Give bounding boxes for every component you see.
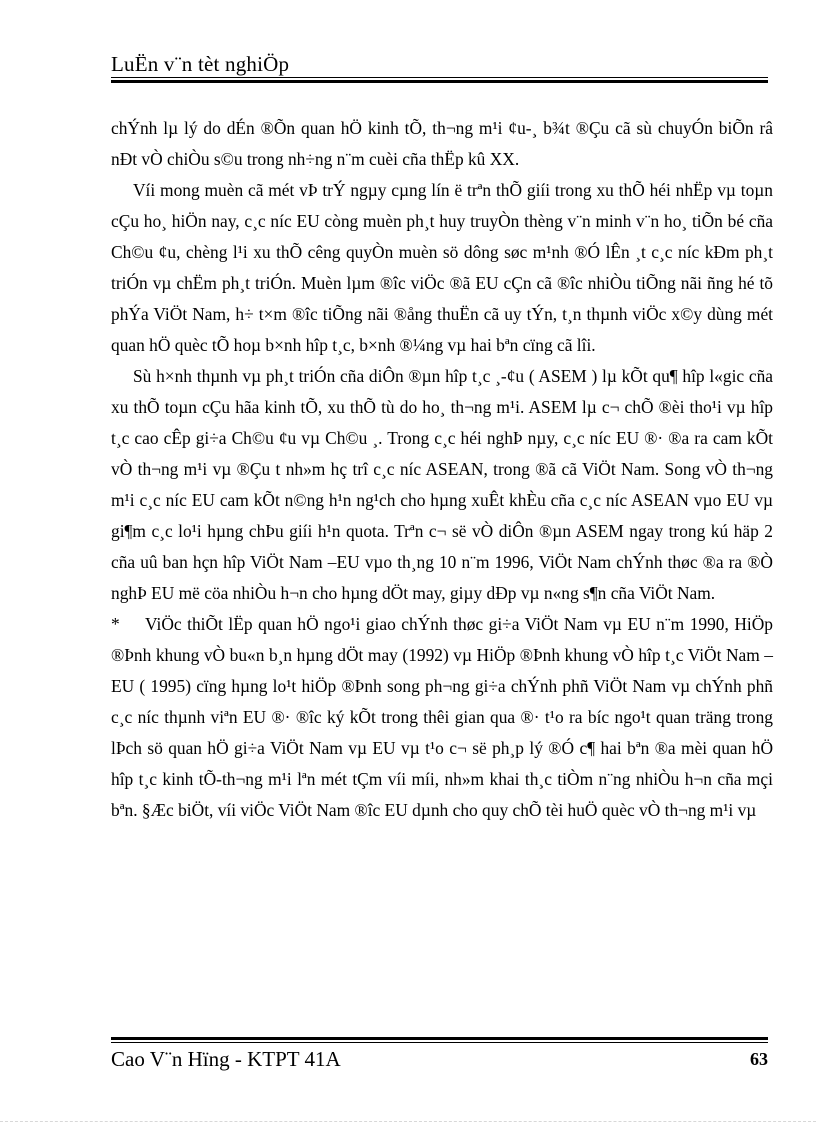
page-edge-divider <box>0 1121 816 1122</box>
paragraph-3: Sù h×nh thµnh vµ ph¸t triÓn cña diÔn ®µn hîp t¸c ¸-¢u ( ASEM ) lµ kÕt qu¶ hîp l«gic cña xu thÕ toµn cÇu hãa kinh tÕ, xu thÕ tù do ho¸ th¬ng m¹i. ASEM lµ c¬ chÕ ®èi tho¹i vµ hîp t¸c cao cÊp gi÷a Ch©u ¢u vµ Ch©u ¸. Trong c¸c héi nghÞ nµy, c¸c níc EU ®· ®a ra cam kÕt vÒ th¬ng m¹i vµ ®Çu t nh»m hç trî c¸c níc ASEAN, trong ®ã cã ViÖt Nam. Song vÒ th¬ng m¹i c¸c níc EU cam kÕt n©ng h¹n ng¹ch cho hµng xuÊt khÈu cña c¸c níc ASEAN vµo EU vµ gi¶m c¸c lo¹i hµng chÞu giíi h¹n quota. Trªn c¬ së vÒ diÔn ®µn ASEM ngay trong kú häp 2 cña uû ban hçn hîp ViÖt Nam –EU vµo th¸ng 10 n¨m 1996, ViÖt Nam chÝnh thøc ®a ra ®Ò nghÞ EU më cöa nhiÒu h¬n cho hµng dÖt may, giµy dÐp vµ n«ng s¶n cña ViÖt Nam. <box>111 366 773 603</box>
header-rule <box>111 77 768 78</box>
bullet-paragraph <box>111 609 773 826</box>
footer-author: Cao V¨n Hïng - KTPT 41A <box>111 1047 341 1071</box>
paragraph-1: chÝnh lµ lý do dÉn ®Õn quan hÖ kinh tÕ, th¬ng m¹i ¢u-¸ b¾t ®Çu cã sù chuyÓn biÕn râ nÐt vÒ chiÒu s©u trong nh÷ng n¨m cuèi cña thËp kû XX. <box>111 118 773 169</box>
bullet-text: ViÖc thiÕt lËp quan hÖ ngo¹i giao chÝnh thøc gi÷a ViÖt Nam vµ EU n¨m 1990, HiÖp ®Þnh khung vÒ bu«n b¸n hµng dÖt may (1992) vµ HiÖp ®Þnh khung vÒ hîp t¸c ViÖt Nam –EU ( 1995) cïng hµng lo¹t hiÖp ®Þnh song ph¬ng gi÷a chÝnh phñ ViÖt Nam vµ chÝnh phñ c¸c níc thµnh viªn EU ®· ®îc ký kÕt trong thêi gian qua ®· t¹o ra bíc ngo¹t quan träng trong lÞch sö quan hÖ gi÷a ViÖt Nam vµ EU vµ t¹o c¬ së ph¸p lý ®Ó c¶ hai bªn ®a mèi quan hÖ hîp t¸c kinh tÕ-th¬ng m¹i lªn mét tÇm víi míi, nh»m khai th¸c tiÒm n¨ng nhiÒu h¬n cña mçi bªn. §Æc biÖt, víi viÖc ViÖt Nam ®îc EU dµnh cho quy chÕ tèi huÖ quèc vÒ th¬ng m¹i vµ <box>111 614 773 820</box>
bullet-marker: * <box>111 614 120 634</box>
document-header-title: LuËn v¨n tèt nghiÖp <box>111 52 290 76</box>
footer-rule-thick <box>111 1037 768 1040</box>
document-body <box>111 113 773 826</box>
page-number: 63 <box>750 1049 768 1069</box>
footer-rule <box>111 1042 768 1043</box>
header-rule-thick <box>111 80 768 83</box>
paragraph-2: Víi mong muèn cã mét vÞ trÝ ngµy cµng lín ë trªn thÕ giíi trong xu thÕ héi nhËp vµ toµn cÇu ho¸ hiÖn nay, c¸c níc EU còng muèn ph¸t huy truyÒn thèng v¨n minh v¨n ho¸ tiÕn bé cña Ch©u ¢u, chèng l¹i xu thÕ cêng quyÒn muèn sö dông søc m¹nh ®Ó lÊn ¸t c¸c níc kÐm ph¸t triÓn vµ chËm ph¸t triÓn. Muèn lµm ®îc viÖc ®ã EU cÇn cã ®îc nhiÒu tiÕng nãi ñng hé tõ phÝa ViÖt Nam, h÷ t×m ®îc tiÕng nãi ®ång thuËn cã uy tÝn, t¸n thµnh viÖc x©y dùng mét quan hÖ quèc tÕ hoµ b×nh hîp t¸c, b×nh ®¼ng vµ hai bªn cïng cã lîi. <box>111 180 773 355</box>
